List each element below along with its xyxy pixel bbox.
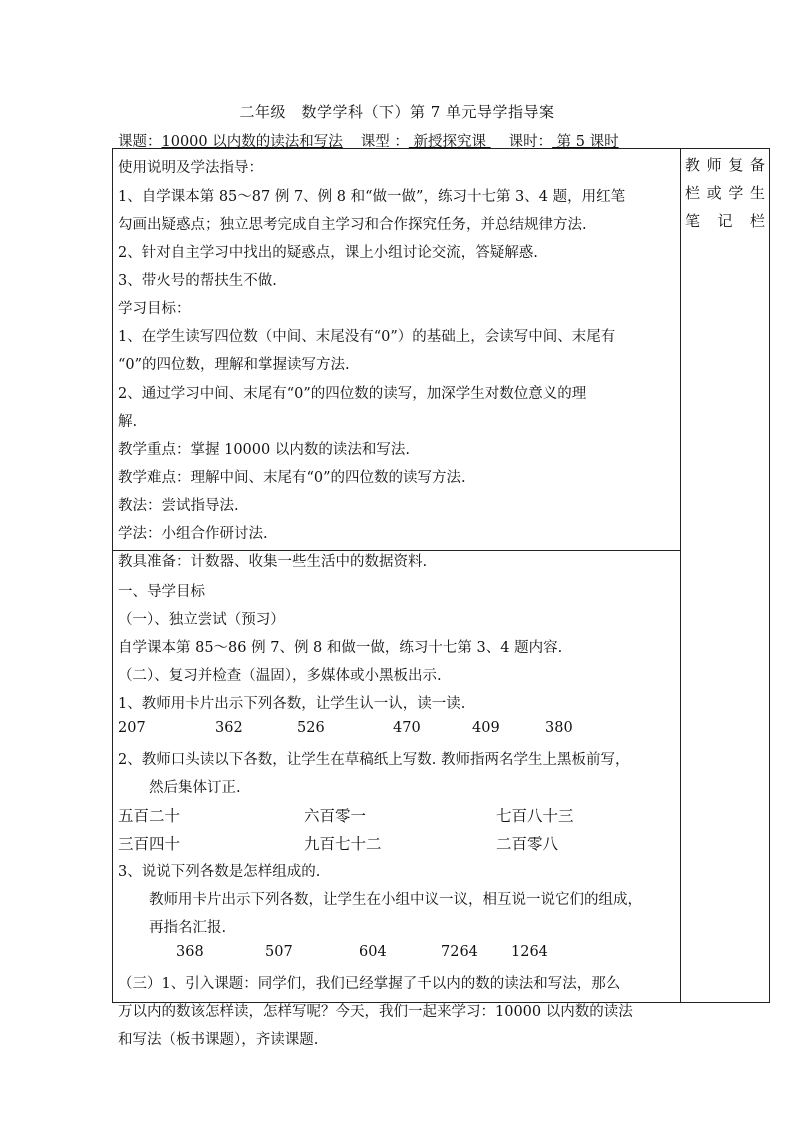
- objective-item: “0”的四位数，理解和掌握读写方法.: [118, 357, 350, 373]
- number-item: 380: [545, 720, 573, 736]
- guide-part3: 万以内的数该怎样读，怎样写呢？今天，我们一起来学习：10000 以内数的读法: [118, 1004, 633, 1020]
- guide-part3: 和写法（板书课题），齐读课题.: [118, 1032, 319, 1048]
- type-value: 新授探究课: [408, 134, 491, 150]
- materials: 教具准备：计数器、收集一些生活中的数据资料.: [118, 554, 428, 570]
- number-item: 470: [393, 720, 421, 736]
- word-item: 五百二十: [118, 807, 181, 825]
- learning-method: 学法：小组合作研讨法.: [118, 526, 268, 542]
- number-item: 526: [297, 720, 325, 736]
- period-label: 课时：: [508, 134, 553, 150]
- guide-part1-text: 自学课本第 85～86 例 7、例 8 和做一做，练习十七第 3、4 题内容.: [118, 640, 563, 656]
- guide-part2-title: （二）、复习并检查（温固），多媒体或小黑板出示.: [118, 668, 442, 684]
- topic-value: 10000 以内数的读法和写法: [161, 134, 343, 150]
- instruction-item: 1、自学课本第 85～87 例 7、例 8 和“做一做”，练习十七第 3、4 题，用红笔: [118, 189, 626, 205]
- key-point: 教学重点：掌握 10000 以内数的读法和写法.: [118, 442, 410, 458]
- guide-step: 再指名汇报.: [149, 920, 227, 936]
- page-title: 二年级 数学学科（下）第 7 单元导学指导案: [239, 103, 555, 121]
- guide-heading: 一、导学目标: [118, 584, 205, 600]
- guide-step: 然后集体订正.: [149, 780, 241, 796]
- instruction-item: 勾画出疑惑点；独立思考完成自主学习和合作探究任务，并总结规律方法.: [118, 217, 587, 233]
- topic-label: 课题：: [118, 134, 162, 150]
- number-item: 207: [118, 720, 146, 736]
- number-item: 507: [265, 944, 293, 960]
- instruction-item: 3、带火号的帮扶生不做.: [118, 273, 277, 289]
- notes-column-line: 笔 记 栏: [685, 212, 765, 230]
- difficulty: 教学难点：理解中间、末尾有“0”的四位数的读写方法.: [118, 470, 466, 486]
- guide-step: 3、说说下列各数是怎样组成的.: [118, 864, 321, 880]
- word-item: 三百四十: [118, 835, 181, 853]
- guide-step: 2、教师口头读以下各数，让学生在草稿纸上写数. 教师指两名学生上黑板前写，: [118, 752, 630, 768]
- number-item: 362: [215, 720, 243, 736]
- notes-column: [685, 151, 765, 235]
- period-value: 第 5 课时: [552, 134, 619, 150]
- word-item: 七百八十三: [496, 807, 574, 825]
- number-item: 368: [176, 944, 204, 960]
- word-item: 二百零八: [496, 835, 559, 853]
- objectives-heading: 学习目标：: [118, 301, 191, 317]
- notes-column-line: 栏或学生: [685, 184, 765, 202]
- instructions-heading: 使用说明及学法指导：: [118, 160, 263, 176]
- notes-column-line: 教师复备: [685, 156, 765, 174]
- number-item: 7264: [441, 944, 478, 960]
- teaching-method: 教法：尝试指导法.: [118, 498, 239, 514]
- word-item: 六百零一: [304, 807, 367, 825]
- guide-step: 1、教师用卡片出示下列各数，让学生认一认，读一读.: [118, 696, 466, 712]
- number-item: 409: [472, 720, 500, 736]
- objective-item: 2、通过学习中间、末尾有“0”的四位数的读写，加深学生对数位意义的理: [118, 386, 587, 402]
- column-divider: [680, 149, 681, 1002]
- guide-step: 教师用卡片出示下列各数，让学生在小组中议一议，相互说一说它们的组成，: [149, 892, 642, 908]
- instruction-item: 2、针对自主学习中找出的疑惑点，课上小组讨论交流，答疑解惑.: [118, 245, 538, 261]
- objective-item: 解.: [118, 414, 138, 430]
- guide-part3: （三）1、引入课题：同学们，我们已经掌握了千以内的数的读法和写法，那么: [118, 976, 621, 992]
- guide-part1-title: （一）、独立尝试（预习）: [118, 612, 285, 628]
- number-item: 604: [359, 944, 387, 960]
- type-label: 课型 ：: [360, 134, 409, 150]
- objective-item: 1、在学生读写四位数（中间、末尾没有“0”）的基础上，会读写中间、末尾有: [118, 329, 616, 345]
- word-item: 九百七十二: [304, 835, 382, 853]
- number-item: 1264: [511, 944, 548, 960]
